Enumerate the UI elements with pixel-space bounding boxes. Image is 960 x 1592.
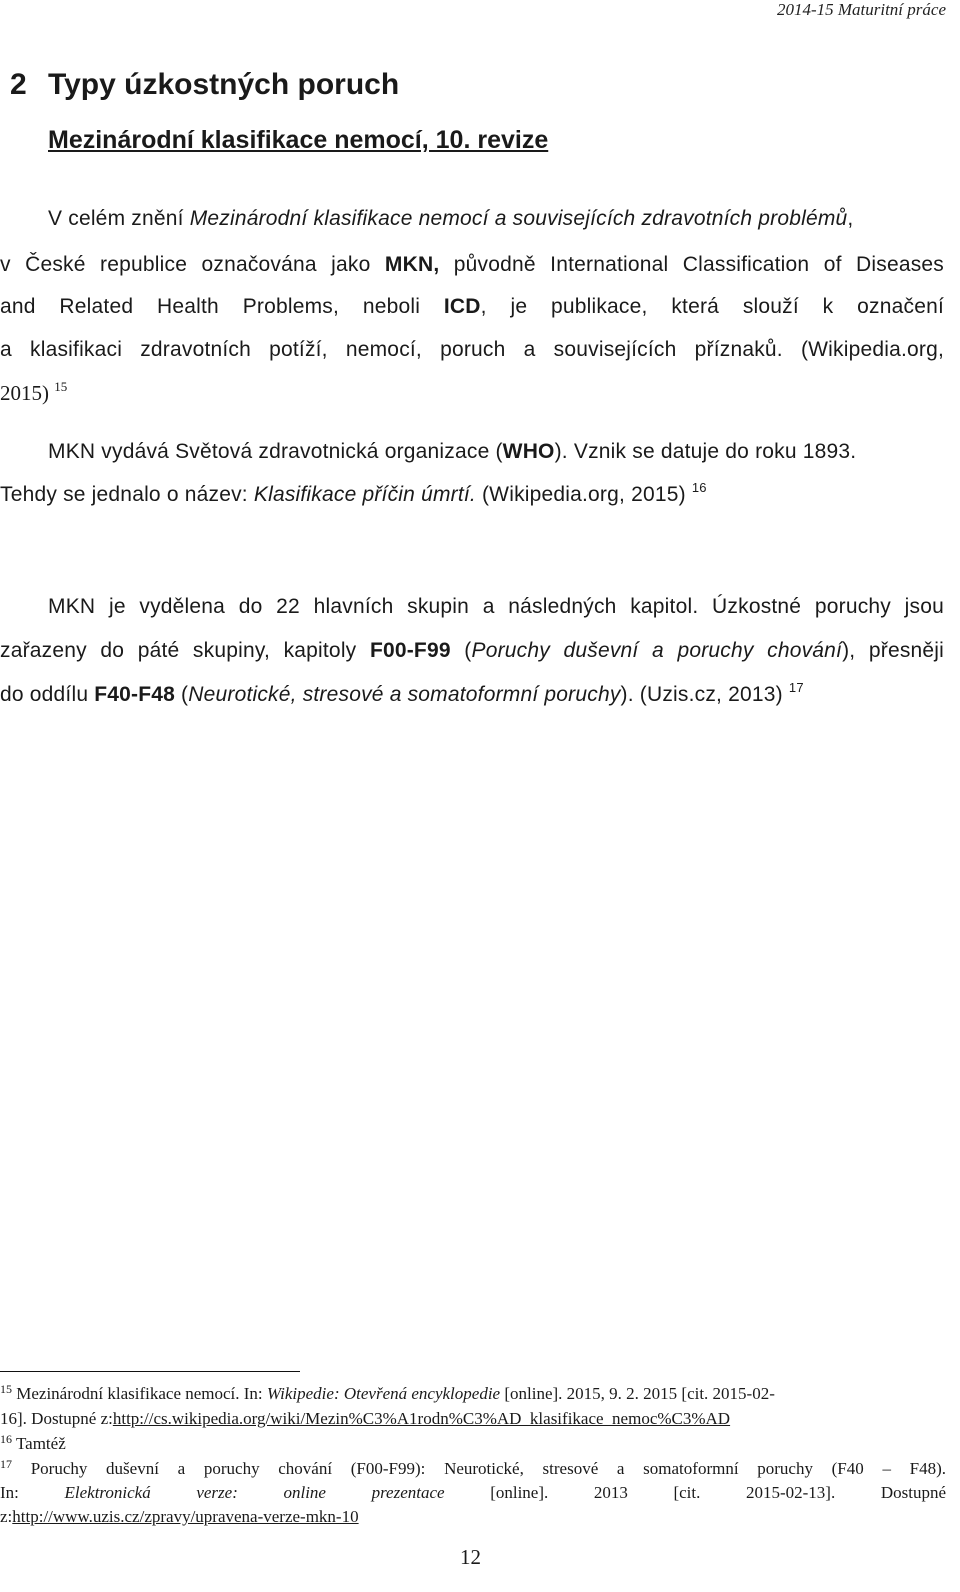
footnote-17-line-3: z:http://www.uzis.cz/zpravy/upravena-verze-mkn-10 [0,1507,359,1526]
chapter-heading [10,68,399,102]
footnote-17-line-1: $^{17}$ Poruchy duševní a poruchy chování (F00-F99): Neurotické, stresové a somatoformní poruchy (F40 – F48). [0,1457,946,1478]
footnote-16: $^{16}$ Tamtéž [0,1432,66,1453]
footnote-ref-17: 17 [788,680,804,695]
p2-line-2: Tehdy se jednalo o název: Klasifikace příčin úmrtí. (Wikipedia.org, 2015) $^{16}$ [0,480,707,506]
p1-line-5: 2015) $^{15}$ [0,379,68,405]
p2-line-1: MKN vydává Světová zdravotnická organizace (WHO). Vznik se datuje do roku 1893. [48,440,857,463]
chapter-number: 2 [10,68,27,101]
page-number: 12 [460,1545,481,1569]
footnote-separator [0,1371,300,1372]
footnote-15-line-2: 16]. Dostupné z:http://cs.wikipedia.org/wiki/Mezin%C3%A1rodn%C3%AD_klasifikace_nemoc%C3%AD [0,1409,731,1428]
footnote-ref-16: 16 [691,480,707,495]
p1-line-4: a klasifikaci zdravotních potíží, nemocí, poruch a souvisejících příznaků. (Wikipedia.org, [0,338,944,361]
section-heading: Mezinárodní klasifikace nemocí, 10. revize [48,126,549,154]
p1-line-1: V celém znění Mezinárodní klasifikace nemocí a souvisejících zdravotních problémů, [48,207,854,230]
footnote-17-link[interactable]: http://www.uzis.cz/zpravy/upravena-verze-mkn-10 [12,1507,359,1526]
footnote-15-link[interactable]: http://cs.wikipedia.org/wiki/Mezin%C3%A1rodn%C3%AD_klasifikace_nemoc%C3%AD [112,1409,731,1428]
p3-line-1: MKN je vydělena do 22 hlavních skupin a následných kapitol. Úzkostné poruchy jsou [48,595,944,618]
running-header: 2014-15 Maturitní práce [776,0,946,19]
footnote-15-line-1: $^{15}$ Mezinárodní klasifikace nemocí. In: Wikipedie: Otevřená encyklopedie [online]. 2015, 9. 2. 2015 [cit. 2015-02- [0,1382,775,1403]
p1-line-2: v České republice označována jako MKN, původně International Classification of Diseases [0,253,944,276]
p3-line-2: zařazeny do páté skupiny, kapitoly F00-F99 (Poruchy duševní a poruchy chování), přesněji [0,639,945,662]
footnote-ref-15: 15 [54,379,68,394]
chapter-title: Typy úzkostných poruch [48,68,400,101]
p3-line-3: do oddílu F40-F48 (Neurotické, stresové a somatoformní poruchy). (Uzis.cz, 2013) $^{17}$ [0,680,804,706]
footnote-17-line-2: In: Elektronická verze: online prezentace [online]. 2013 [cit. 2015-02-13]. Dostupné [0,1483,946,1502]
p1-line-3: and Related Health Problems, neboli ICD, je publikace, která slouží k označení [0,295,944,318]
